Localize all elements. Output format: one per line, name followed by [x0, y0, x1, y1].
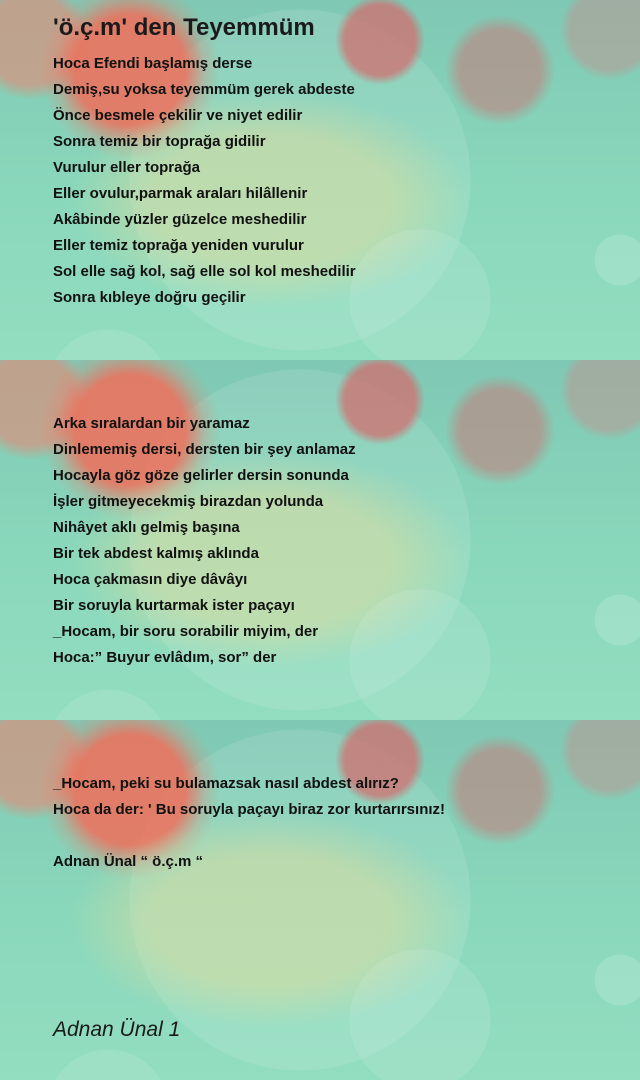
poem-line: _Hocam, peki su bulamazsak nasıl abdest alırız? — [53, 775, 399, 792]
poem-line: Arka sıralardan bir yaramaz — [53, 415, 250, 432]
poem-panel-1 — [0, 0, 640, 360]
poem-line: Eller ovulur,parmak araları hilâllenir — [53, 185, 308, 202]
poem-line: Demiş,su yoksa teyemmüm gerek abdeste — [53, 81, 355, 98]
poem-signature: Adnan Ünal “ ö.ç.m “ — [53, 853, 204, 870]
poem-line: Akâbinde yüzler güzelce meshedilir — [53, 211, 307, 228]
poem-line: Hoca Efendi başlamış derse — [53, 55, 253, 72]
poem-line: Vurulur eller toprağa — [53, 159, 200, 176]
poem-line: Dinlememiş dersi, dersten bir şey anlamaz — [53, 441, 356, 458]
poem-line: Sol elle sağ kol, sağ elle sol kol meshedilir — [53, 263, 356, 280]
poem-line: Eller temiz toprağa yeniden vurulur — [53, 237, 304, 254]
poem-line: Önce besmele çekilir ve niyet edilir — [53, 107, 303, 124]
poem-panel-2 — [0, 360, 640, 720]
poem-line: Hoca da der: ' Bu soruyla paçayı biraz zor kurtarırsınız! — [53, 801, 446, 818]
stanza-2 — [53, 411, 356, 671]
poem-line: Bir soruyla kurtarmak ister paçayı — [53, 597, 295, 614]
poem-line: Hoca:” Buyur evlâdım, sor” der — [53, 649, 277, 666]
poem-panel-3 — [0, 720, 640, 1080]
poem-line: _Hocam, bir soru sorabilir miyim, der — [53, 623, 319, 640]
poem-title: 'ö.ç.m' den Teyemmüm — [53, 14, 315, 41]
stanza-3 — [53, 771, 445, 875]
stanza-1 — [53, 51, 356, 311]
poem-line: İşler gitmeyecekmiş birazdan yolunda — [53, 493, 324, 510]
poem-line: Sonra kıbleye doğru geçilir — [53, 289, 246, 306]
stanza-spacer — [53, 823, 445, 849]
author-name: Adnan Ünal 1 — [53, 1018, 181, 1041]
poem-line: Hocayla göz göze gelirler dersin sonunda — [53, 467, 349, 484]
poem-line: Hoca çakmasın diye dâvâyı — [53, 571, 248, 588]
poem-line: Bir tek abdest kalmış aklında — [53, 545, 259, 562]
poem-line: Nihâyet aklı gelmiş başına — [53, 519, 240, 536]
poem-line: Sonra temiz bir toprağa gidilir — [53, 133, 266, 150]
